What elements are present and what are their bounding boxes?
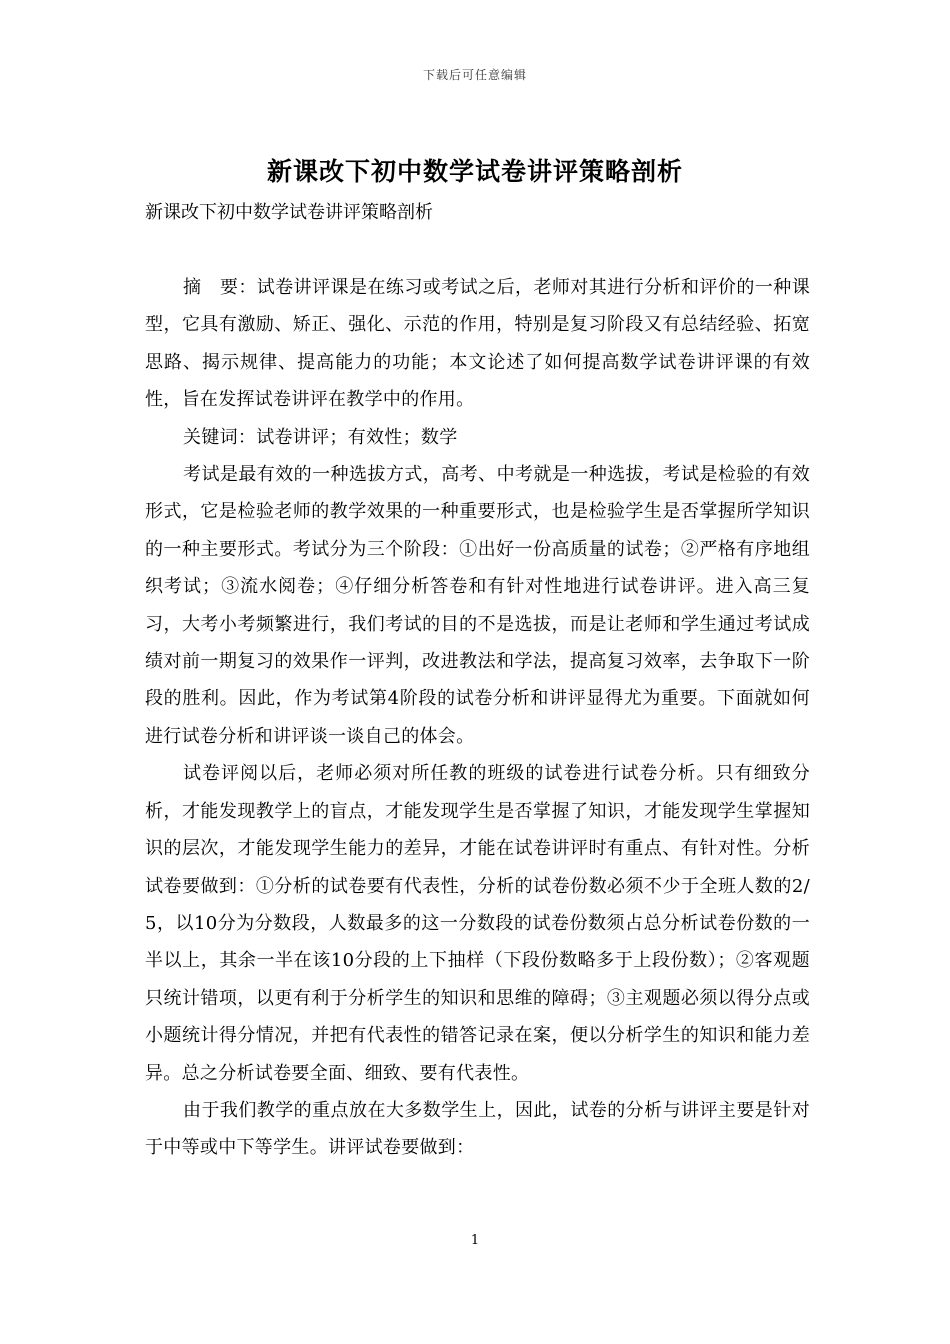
page-number: 1 xyxy=(470,1233,480,1248)
body-paragraph: 试卷评阅以后，老师必须对所任教的班级的试卷进行试卷分析。只有细致分析，才能发现教学上的盲点，才能发现学生是否掌握了知识，才能发现学生掌握知识的层次，才能发现学生能力的差异，才能在试卷讲评时有重点、有针对性。分析试卷要做到：①分析的试卷要有代表性，分析的试卷份数必须不少于全班人数的2/5，以10分为分数段，人数最多的这一分数段的试卷份数须占总分析试卷份数的一半以上，其余一半在该10分段的上下抽样（下段份数略多于上段份数）；②客观题只统计错项，以更有利于分析学生的知识和思维的障碍；③主观题必须以得分点或小题统计得分情况，并把有代表性的错答记录在案，便以分析学生的知识和能力差异。总之分析试卷要全面、细致、要有代表性。 xyxy=(145,763,810,1084)
abstract-paragraph: 摘 要：试卷讲评课是在练习或考试之后，老师对其进行分析和评价的一种课型，它具有激励、矫正、强化、示范的作用，特别是复习阶段又有总结经验、拓宽思路、揭示规律、提高能力的功能；本文论述了如何提高数学试卷讲评课的有效性，旨在发挥试卷讲评在教学中的作用。 xyxy=(145,277,810,411)
document-subtitle: 新课改下初中数学试卷讲评策略剖析 xyxy=(145,202,433,223)
document-title: 新课改下初中数学试卷讲评策略剖析 xyxy=(266,157,683,186)
header-note: 下载后可任意编辑 xyxy=(422,68,527,82)
keywords-paragraph: 关键词：试卷讲评；有效性；数学 xyxy=(183,426,458,448)
body-paragraph: 由于我们教学的重点放在大多数学生上，因此，试卷的分析与讲评主要是针对于中等或中下等学生。讲评试卷要做到： xyxy=(145,1099,810,1159)
document-body xyxy=(145,269,810,1167)
body-paragraph: 考试是最有效的一种选拔方式，高考、中考就是一种选拔，考试是检验的有效形式，它是检验老师的教学效果的一种重要形式，也是检验学生是否掌握所学知识的一种主要形式。考试分为三个阶段：①出好一份高质量的试卷；②严格有序地组织考试；③流水阅卷；④仔细分析答卷和有针对性地进行试卷讲评。进入高三复习，大考小考频繁进行，我们考试的目的不是选拔，而是让老师和学生通过考试成绩对前一期复习的效果作一评判，改进教法和学法，提高复习效率，去争取下一阶段的胜利。因此，作为考试第4阶段的试卷分析和讲评显得尤为重要。下面就如何进行试卷分析和讲评谈一谈自己的体会。 xyxy=(145,464,810,747)
